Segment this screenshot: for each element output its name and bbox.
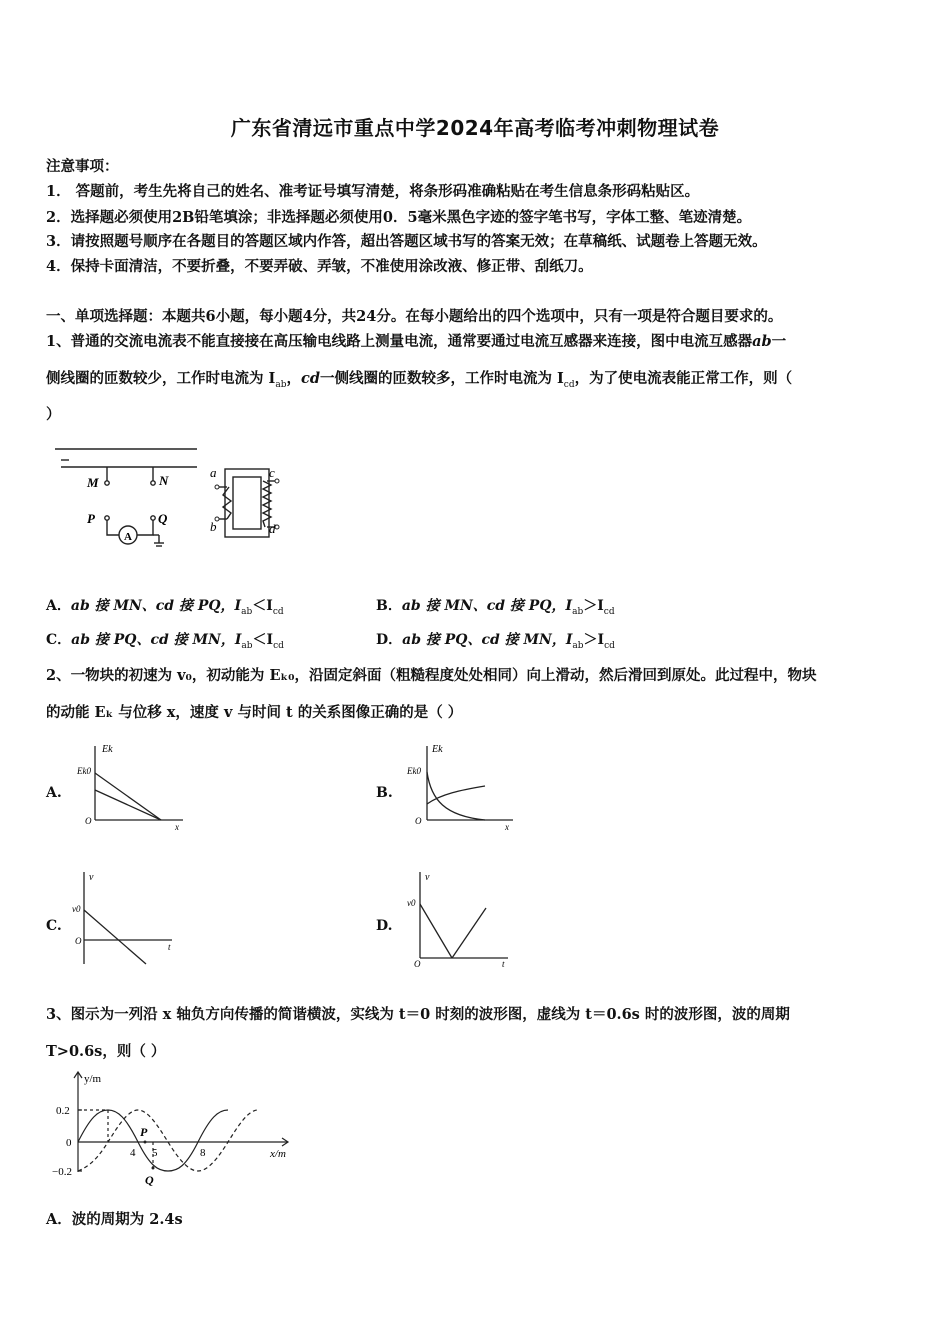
q1-stem-line1 [46, 330, 786, 351]
x-tick-label: 4 [130, 1147, 136, 1159]
q1-stem-line3: ） [46, 406, 61, 423]
option-text: ＜I [252, 598, 273, 614]
q3-wave-graph [42, 1068, 302, 1186]
notice-heading: 注意事项： [46, 158, 119, 175]
q2-graph-a [75, 738, 195, 834]
axis-label: t [502, 959, 505, 968]
q2-option-b-label[interactable]: B. [376, 785, 393, 801]
axis-label: v0 [72, 904, 81, 914]
q2-graph-b [405, 738, 525, 834]
origin-label: O [75, 936, 82, 946]
option-text: ＞I [583, 632, 605, 648]
option-sub: cd [604, 640, 615, 651]
q2-option-c-label[interactable]: C. [46, 918, 62, 934]
label-Q: Q [158, 511, 168, 526]
option-label: C． [46, 632, 72, 648]
y-axis-label: y/m [84, 1073, 102, 1085]
q1-option-c[interactable] [46, 629, 284, 651]
option-text: ab 接 PQ、cd 接 MN，I [71, 632, 242, 648]
page-title: 广东省清远市重点中学2024年高考临考冲刺物理试卷 [230, 116, 720, 140]
option-sub: ab [572, 640, 584, 651]
option-label: D． [376, 632, 403, 648]
section-heading: 一、单项选择题：本题共6小题，每小题4分，共24分。在每小题给出的四个选项中，只有一项是符合题目要求的。 [46, 308, 783, 325]
q1-option-d[interactable] [376, 629, 615, 651]
q2-option-a-label[interactable]: A. [46, 785, 62, 801]
q3-option-a[interactable]: A．波的周期为 2.4s [46, 1211, 183, 1228]
option-text: ab 接 MN、cd 接 PQ，I [70, 598, 242, 614]
x-tick-label: 8 [200, 1147, 206, 1159]
q3-stem-line1: 3、图示为一列沿 x 轴负方向传播的简谐横波，实线为 t＝0 时刻的波形图，虚线为 t＝0.6s 时的波形图，波的周期 [46, 1006, 790, 1023]
label-c: c [269, 465, 275, 480]
option-text: ＞I [583, 598, 604, 614]
axis-label: Ek [432, 744, 443, 755]
option-text: ＜I [252, 632, 274, 648]
q1-sub: ab [275, 379, 287, 390]
q1-text: 一侧线圈的匝数较多，工作时电流为 I [319, 370, 564, 387]
notice-item: 4．保持卡面清洁，不要折叠，不要弄破、弄皱，不准使用涂改液、修正带、刮纸刀。 [46, 258, 593, 275]
axis-label: x [505, 822, 509, 832]
axis-label: v [89, 872, 94, 883]
q3-stem-line2: T>0.6s，则（ ） [46, 1043, 166, 1060]
q2-stem-line1: 2、一物块的初速为 v₀，初动能为 Eₖ₀，沿固定斜面（粗糙程度处处相同）向上滑动，然后滑回到原处。此过程中，物块 [46, 667, 817, 684]
q1-text: 侧线圈的匝数较少，工作时电流为 I [46, 370, 276, 387]
option-text: ab 接 MN、cd 接 PQ，I [401, 598, 573, 614]
x-axis-label: x/m [270, 1148, 286, 1160]
q2-graph-c [70, 868, 190, 968]
option-label: A． [46, 598, 71, 614]
q1-stem-line2 [46, 367, 792, 390]
notice-item: 3．请按照题号顺序在各题目的答题区域内作答，超出答题区域书写的答案无效；在草稿纸、试题卷上答题无效。 [46, 233, 767, 250]
notice-item: 2．选择题必须使用2B铅笔填涂；非选择题必须使用0．5毫米黑色字迹的签字笔书写，字体工整、笔迹清楚。 [46, 209, 752, 226]
notice-item: 1． 答题前，考生先将自己的姓名、准考证号填写清楚，将条形码准确粘贴在考生信息条形码粘贴区。 [46, 183, 700, 200]
y-tick-label: 0.2 [56, 1105, 70, 1117]
option-sub: ab [241, 640, 253, 651]
option-label: B． [376, 598, 402, 614]
label-N: N [159, 473, 169, 488]
q2-stem-line2: 的动能 Eₖ 与位移 x，速度 v 与时间 t 的关系图像正确的是（ ） [46, 704, 463, 721]
q1-sub: cd [563, 379, 575, 390]
label-P: P [87, 511, 95, 526]
label-b: b [210, 519, 217, 534]
option-sub: cd [272, 606, 284, 617]
q1-option-a[interactable] [46, 595, 284, 617]
axis-label: Ek [102, 744, 113, 755]
axis-label: x [175, 822, 179, 832]
option-sub: cd [603, 606, 615, 617]
label-a: a [210, 465, 217, 480]
q1-ab: ab [752, 333, 772, 350]
origin-label: O [414, 959, 421, 968]
axis-label: Ek0 [407, 766, 421, 776]
axis-label: v0 [407, 898, 416, 908]
q2-graph-d [404, 868, 524, 968]
point-Q-label: Q [145, 1173, 154, 1186]
option-sub: cd [273, 640, 284, 651]
axis-label: v [425, 872, 430, 883]
q1-circuit-figure [55, 445, 295, 555]
option-sub: ab [572, 606, 584, 617]
q2-option-d-label[interactable]: D. [376, 918, 393, 934]
ammeter-label: A [124, 531, 132, 543]
x-tick-label: 5 [152, 1147, 158, 1159]
y-tick-label: −0.2 [52, 1166, 72, 1178]
q1-text: 1、普通的交流电流表不能直接接在高压输电线路上测量电流，通常要通过电流互感器来连接，图中电流互感器 [46, 333, 753, 350]
q1-option-b[interactable] [376, 595, 615, 617]
q1-text: 一 [771, 333, 787, 350]
q1-text: ， [286, 370, 301, 387]
q1-text: ，为了使电流表能正常工作，则（ [574, 370, 793, 387]
label-M: M [87, 475, 99, 490]
label-d: d [269, 521, 276, 536]
axis-label: Ek0 [77, 766, 91, 776]
y-tick-label: 0 [66, 1137, 72, 1149]
origin-label: O [85, 816, 92, 826]
axis-label: t [168, 942, 171, 952]
point-P-label: P [140, 1125, 148, 1139]
option-sub: ab [241, 606, 253, 617]
option-text: ab 接 PQ、cd 接 MN，I [402, 632, 573, 648]
q1-cd: cd [300, 370, 320, 387]
origin-label: O [415, 816, 422, 826]
